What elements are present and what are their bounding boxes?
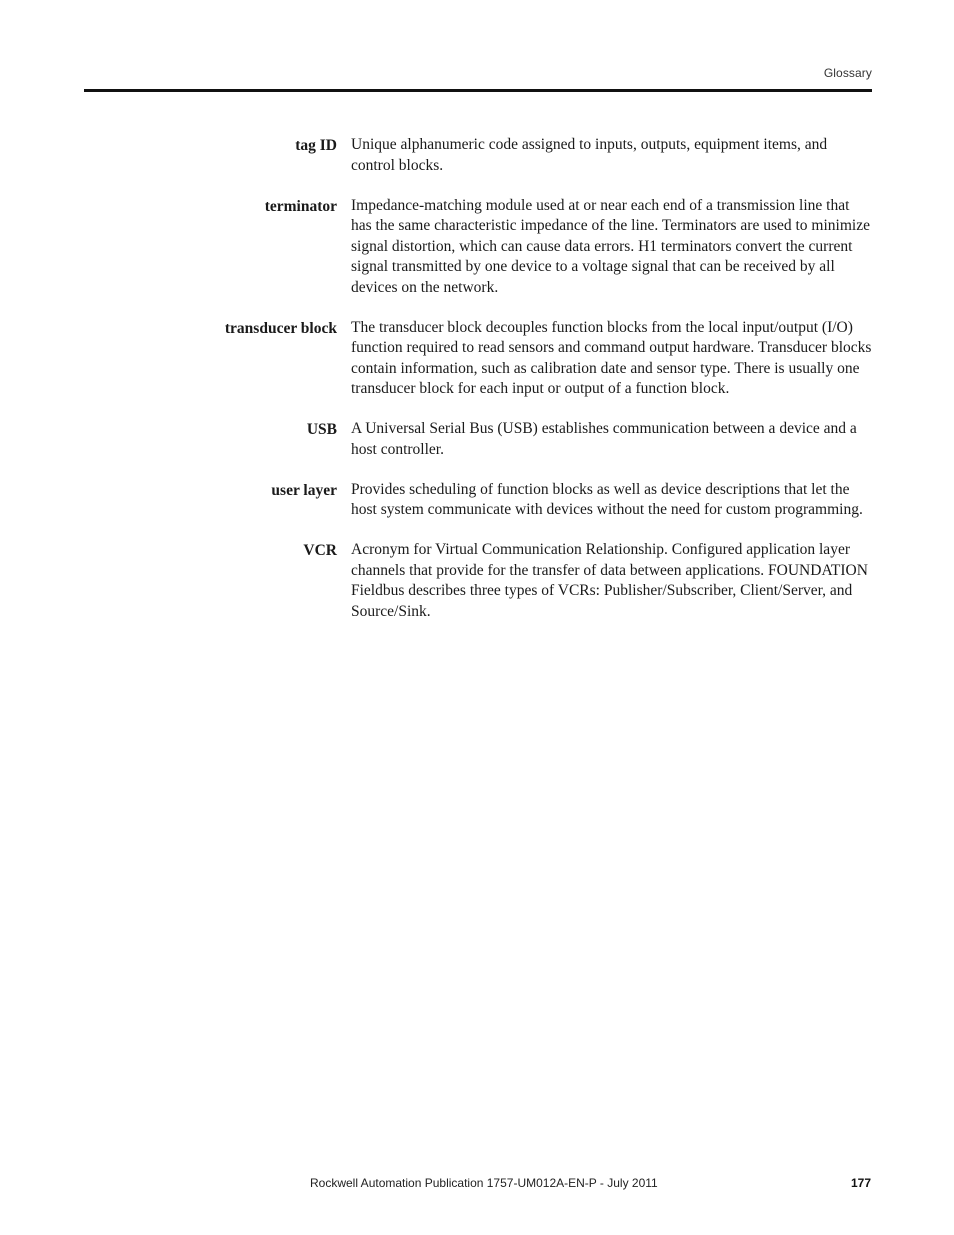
glossary-term: USB [306, 421, 337, 438]
glossary-term: user layer [271, 481, 337, 499]
glossary-entry-vcr [0, 540, 954, 622]
glossary-definition: Provides scheduling of function blocks as well as device descriptions that let the host system communicate with devices without the need for custom programming. [351, 480, 863, 518]
glossary-definition: The transducer block decouples function blocks from the local input/output (I/O) function required to read sensors and command output hardware. Transducer blocks contain information, such as calibration date and sensor type. There is usually one transducer block for each input or output of a function block. [351, 318, 872, 397]
glossary-term: terminator [264, 197, 337, 215]
glossary-definition: Acronym for Virtual Communication Relationship. Configured application layer channels that provide for the transfer of data between applications. FOUNDATION Fieldbus describes three types of VCRs: Publisher/Subscriber, Client/Server, and Source/Sink. [351, 541, 868, 620]
section-title: Glossary [823, 66, 872, 80]
glossary-definition: Impedance-matching module used at or near each end of a transmission line that has the same characteristic impedance of the line. Terminators are used to minimize signal distortion, which can cause data errors. H1 terminators convert the current signal transmitted by one device to a voltage signal that can be received by all devices on the network. [351, 196, 870, 296]
header-divider [84, 89, 872, 92]
glossary-list [0, 135, 954, 642]
glossary-entry-transducer-block [0, 318, 954, 400]
glossary-entry-terminator [0, 196, 954, 299]
glossary-definition: A Universal Serial Bus (USB) establishes communication between a device and a host controller. [351, 420, 857, 458]
glossary-definition: Unique alphanumeric code assigned to inputs, outputs, equipment items, and control blocks. [351, 136, 828, 174]
glossary-entry-usb [0, 419, 954, 460]
glossary-term: tag ID [295, 137, 337, 154]
glossary-entry-user-layer [0, 480, 954, 521]
glossary-entry-tag-id [0, 135, 954, 176]
page-number: 177 [850, 1176, 871, 1190]
publication-info: Rockwell Automation Publication 1757-UM012A-EN-P - July 2011 [310, 1176, 658, 1190]
glossary-term: transducer block [224, 319, 337, 337]
glossary-term: VCR [303, 542, 337, 559]
